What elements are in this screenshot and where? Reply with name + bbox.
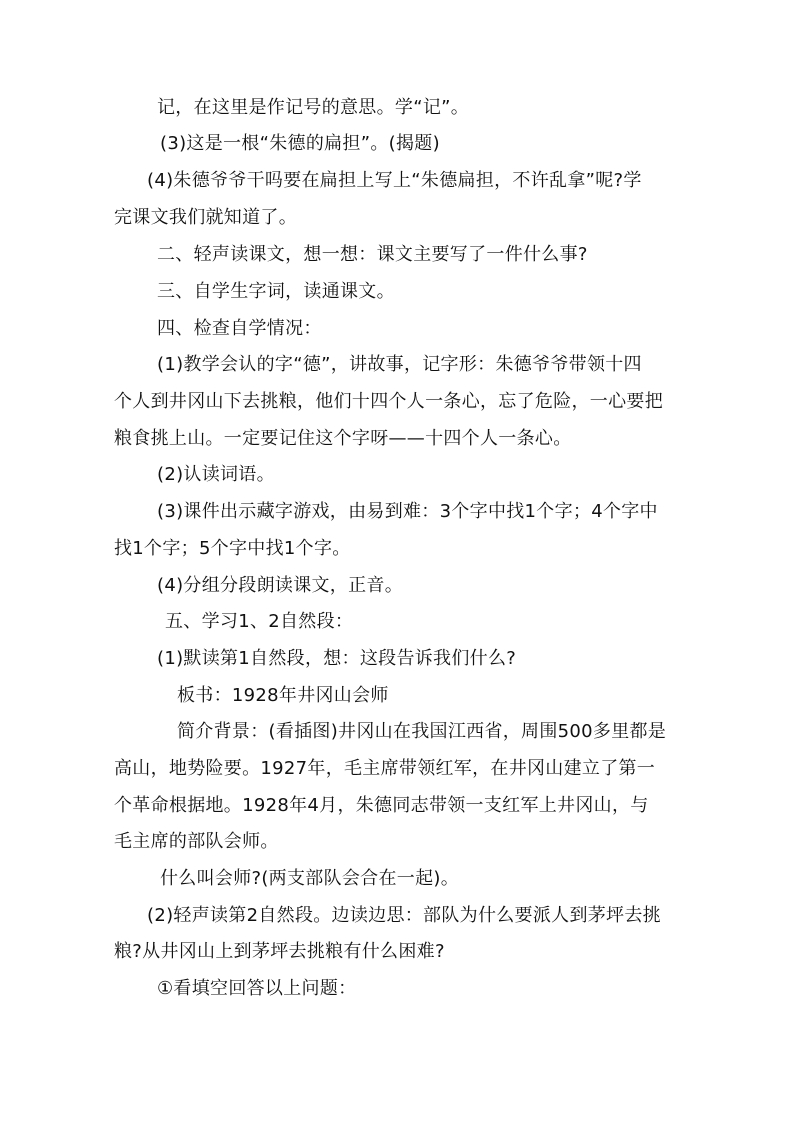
text-line: 个人到井冈山下去挑粮，他们十四个人一条心，忘了危险，一心要把 (114, 391, 663, 412)
text-line: (2)认读词语。 (157, 464, 275, 485)
text-line: 什么叫会师?(两支部队会合在一起)。 (160, 868, 459, 889)
text-line: (4)分组分段朗读课文，正音。 (157, 575, 403, 596)
section-heading: 五、学习1、2自然段： (165, 611, 354, 632)
text-line: (1)教学会认的字“德”，讲故事，记字形：朱德爷爷带领十四 (157, 354, 642, 375)
text-line: 粮?从井冈山上到茅坪去挑粮有什么困难? (114, 941, 445, 962)
text-line: 粮食挑上山。一定要记住这个字呀——十四个人一条心。 (114, 428, 572, 449)
text-line: (4)朱德爷爷干吗要在扁担上写上“朱德扁担，不许乱拿”呢?学 (147, 170, 642, 191)
text-line: (3)课件出示藏字游戏，由易到难：3个字中找1个字；4个字中 (157, 501, 658, 522)
text-line: 高山，地势险要。1927年，毛主席带领红军，在井冈山建立了第一 (114, 758, 656, 779)
text-line: 完课文我们就知道了。 (114, 207, 297, 228)
section-heading: 三、自学生字词，读通课文。 (157, 281, 395, 302)
text-line: 个革命根据地。1928年4月，朱德同志带领一支红军上井冈山，与 (114, 795, 649, 816)
text-line: 毛主席的部队会师。 (114, 831, 279, 852)
text-line: (3)这是一根“朱德的扁担”。(揭题) (160, 133, 440, 154)
section-heading: 四、检查自学情况： (157, 318, 322, 339)
text-line: ①看填空回答以上问题： (157, 978, 357, 999)
board-writing: 板书：1928年井冈山会师 (177, 685, 389, 706)
text-line: 简介背景：(看插图)井冈山在我国江西省，周围500多里都是 (177, 721, 667, 742)
text-line: (2)轻声读第2自然段。边读边思：部队为什么要派人到茅坪去挑 (147, 905, 661, 926)
section-heading: 二、轻声读课文，想一想：课文主要写了一件什么事? (157, 244, 588, 265)
text-line: 记，在这里是作记号的意思。学“记”。 (157, 97, 470, 118)
text-line: (1)默读第1自然段，想：这段告诉我们什么? (157, 648, 517, 669)
text-line: 找1个字；5个字中找1个字。 (114, 538, 351, 559)
